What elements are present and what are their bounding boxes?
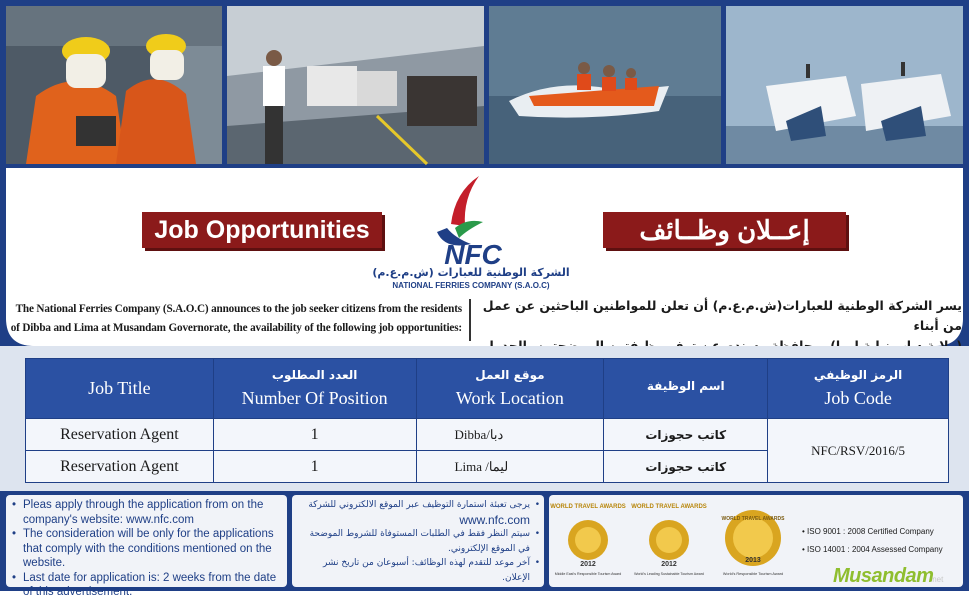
title-banner-arabic: إعــلان وظــائف: [603, 212, 846, 248]
header-positions: [213, 359, 416, 419]
cell-job-title: Reservation Agent: [26, 451, 214, 483]
title-banner-english: Job Opportunities: [142, 212, 382, 248]
intro-divider: [469, 299, 471, 341]
header-en: Number Of Position: [241, 388, 388, 408]
award-caption: World's Leading Sustainable Tourism Award: [634, 572, 704, 576]
cell-positions: 1: [213, 419, 416, 451]
watermark: Musandam: [833, 565, 934, 587]
photo-jetski: [489, 6, 721, 164]
website-link[interactable]: www.nfc.com: [459, 512, 530, 527]
header-en: Job Code: [824, 388, 892, 408]
header-job-code: [768, 359, 949, 419]
award-caption: World's Responsible Tourism Award: [722, 572, 784, 576]
company-name-arabic: الشركة الوطنية للعبارات (ش.م.ع.م): [372, 266, 570, 279]
header-job-name-arabic: [604, 359, 768, 419]
cell-job-name-arabic: كاتب حجوزات: [604, 451, 768, 483]
award-badge-2: [631, 500, 707, 584]
header-ar: العدد المطلوب: [271, 368, 358, 382]
cell-job-title: Reservation Agent: [26, 419, 214, 451]
intro-arabic-line: يسر الشركة الوطنية للعبارات(ش.م.ع.م) أن تعلن للمواطنين الباحثين عن عمل من أبناء: [482, 298, 962, 333]
footer-notes-english: [6, 495, 287, 598]
cell-job-code: NFC/RSV/2016/5: [768, 419, 949, 483]
award-title: WORLD TRAVEL AWARDS: [550, 504, 626, 510]
cell-location: Lima /ليما: [416, 451, 604, 483]
award-title: WORLD TRAVEL AWARDS: [721, 516, 785, 522]
iso-item: • ISO 9001 : 2008 Certified Company: [802, 523, 943, 541]
photo-car-deck: [227, 6, 484, 164]
logo-text: NFC: [444, 239, 502, 270]
header-en: Work Location: [455, 388, 564, 408]
iso-certifications: [802, 523, 943, 559]
table-row: [26, 419, 949, 451]
header-ar: موقع العمل: [475, 368, 545, 382]
cell-location: Dibba/دبا: [416, 419, 604, 451]
header-ar: اسم الوظيفة: [646, 378, 725, 393]
photo-ferries: [726, 6, 963, 164]
cell-positions: 1: [213, 451, 416, 483]
watermark-suffix: .net: [930, 575, 944, 584]
award-badge-3: [722, 500, 784, 584]
photo-firefighters: [6, 6, 222, 164]
award-badge-1: [550, 500, 626, 584]
award-year: 2013: [745, 557, 761, 564]
company-name-english: NATIONAL FERRIES COMPANY (S.A.O.C): [392, 281, 550, 290]
award-caption: Middle East's Responsible Tourism Award: [554, 572, 622, 576]
header-job-title: [26, 359, 214, 419]
note-consideration-arabic: • سيتم النظر فقط في الطلبات المستوفاة للشروط الموضحة في الموقع الإلكتروني.: [296, 527, 540, 556]
note-apply-arabic: [296, 498, 540, 527]
award-year: 2012: [661, 561, 677, 568]
note-deadline: • Last date for application is: 2 weeks from the date of this advertisement.: [12, 571, 283, 600]
intro-english: [10, 300, 462, 338]
header-en: Job Title: [88, 378, 151, 398]
footer-notes-arabic: [292, 495, 544, 587]
award-year: 2012: [580, 561, 596, 568]
intro-english-line: of Dibba and Lima at Musandam Governorate, the availability of the following job opportunities:: [10, 322, 462, 334]
jobs-table: [25, 358, 949, 483]
note-apply-arabic-text: يرجى تعبئة استمارة التوظيف عبر الموقع الالكتروني للشركة: [308, 500, 530, 510]
intro-english-line: The National Ferries Company (S.A.O.C) announces to the job seeker citizens from the residents: [15, 303, 462, 315]
award-title: WORLD TRAVEL AWARDS: [631, 504, 707, 510]
header-location: [416, 359, 604, 419]
note-apply: • Pleas apply through the application from on the company's website: www.nfc.com: [12, 498, 283, 527]
note-deadline-arabic: • آخر موعد للتقدم لهذه الوظائف: أسبوعان من تاريخ نشر الإعلان.: [296, 556, 540, 585]
iso-item: • ISO 14001 : 2004 Assessed Company: [802, 541, 943, 559]
table-header-row: [26, 359, 949, 419]
note-consideration: • The consideration will be only for the applications that comply with the conditions mentioned on the website.: [12, 527, 283, 571]
header-ar: الرمز الوظيفي: [813, 368, 903, 382]
cell-job-name-arabic: كاتب حجوزات: [604, 419, 768, 451]
photo-strip: [0, 0, 969, 170]
